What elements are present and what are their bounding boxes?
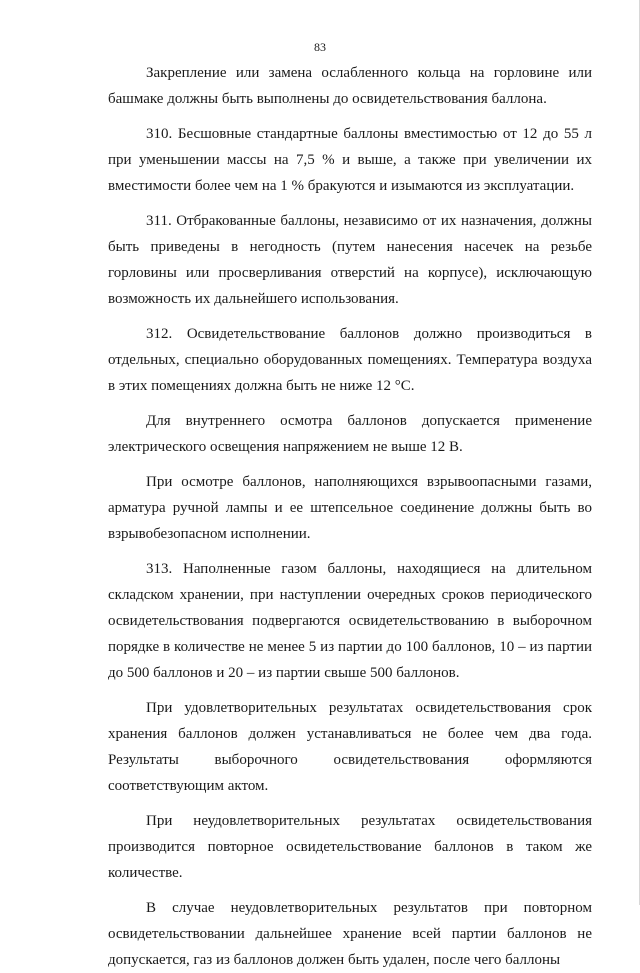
paragraph-310: 310. Бесшовные стандартные баллоны вместимостью от 12 до 55 л при уменьшении массы на 7,5 % и выше, а также при увеличении их вместимости более чем на 1 % бракуются и изымаются из эксплуатации.: [108, 126, 592, 194]
paragraph-repeat-failure: В случае неудовлетворительных результатов при повторном освидетельствовании дальнейшее хранение всей партии баллонов не допускается, газ из баллонов должен быть удален, после чего баллоны: [108, 900, 592, 968]
paragraph-313: 313. Наполненные газом баллоны, находящиеся на длительном складском хранении, при наступлении очередных сроков периодического освидетельствования подвергаются освидетельствованию в выборочном порядке в количестве не менее 5 из партии до 100 баллонов, 10 – из партии до 500 баллонов и 20 – из партии свыше 500 баллонов.: [108, 561, 592, 681]
paragraph-inspection-lighting: Для внутреннего осмотра баллонов допускается применение электрического освещения напряжением не выше 12 В.: [108, 413, 592, 455]
paragraph-ring-replacement: Закрепление или замена ослабленного кольца на горловине или башмаке должны быть выполнены до освидетельствования баллона.: [108, 65, 592, 107]
paragraph-unsatisfactory-results: При неудовлетворительных результатах освидетельствования производится повторное освидетельствование баллонов в таком же количестве.: [108, 813, 592, 881]
paragraph-explosion-proof-lamp: При осмотре баллонов, наполняющихся взрывоопасными газами, арматура ручной лампы и ее штепсельное соединение должны быть во взрывобезопасном исполнении.: [108, 474, 592, 542]
page-number: 83: [314, 40, 326, 54]
body-text: [108, 60, 592, 973]
paragraph-satisfactory-results: При удовлетворительных результатах освидетельствования срок хранения баллонов должен устанавливаться не более чем два года. Результаты выборочного освидетельствования оформляются соответствующим актом.: [108, 700, 592, 794]
paragraph-311: 311. Отбракованные баллоны, независимо от их назначения, должны быть приведены в негодность (путем нанесения насечек на резьбе горловины или просверливания отверстий на корпусе), исключающую возможность их дальнейшего использования.: [108, 213, 592, 307]
paragraph-312: 312. Освидетельствование баллонов должно производиться в отдельных, специально оборудованных помещениях. Температура воздуха в этих помещениях должна быть не ниже 12 °С.: [108, 326, 592, 394]
